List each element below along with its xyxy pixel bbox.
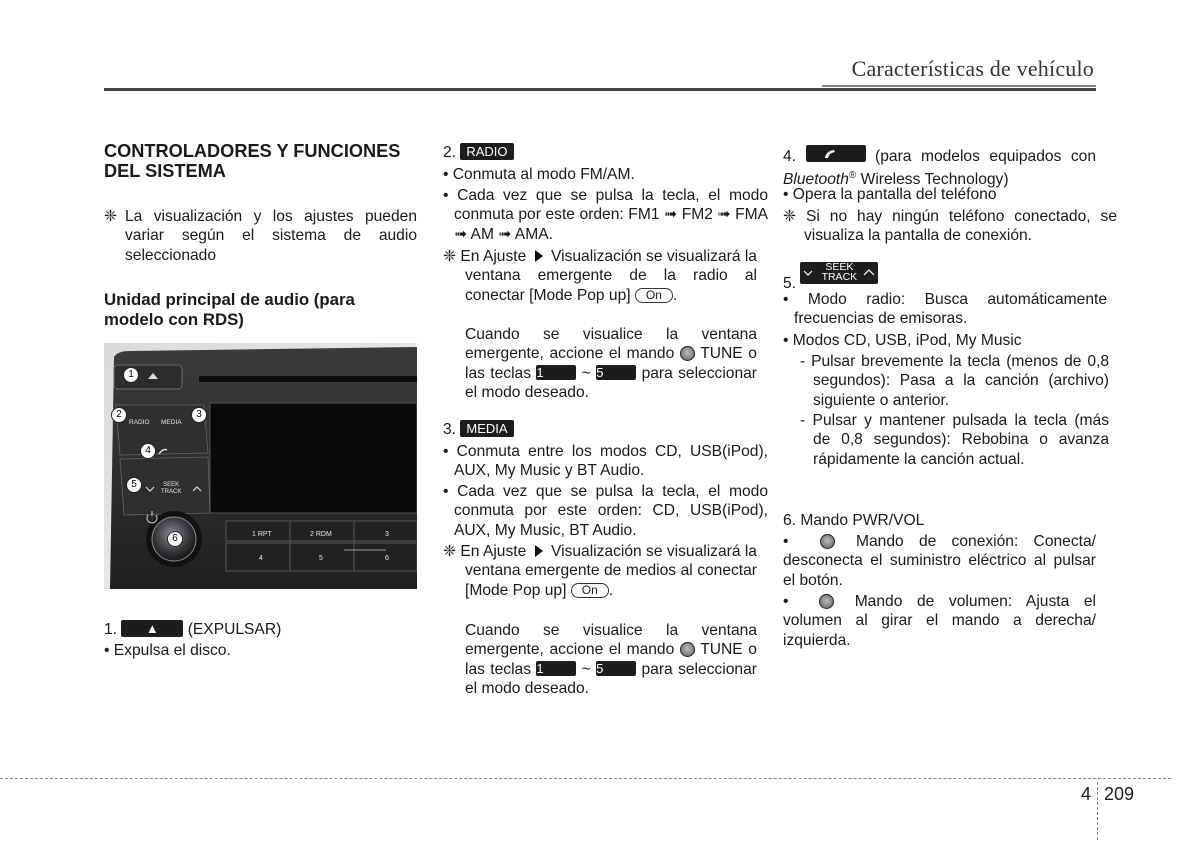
radio-tune-text: Cuando se visualice la ventana emergente, accione el mando [465, 326, 757, 363]
radio-tune-keys: TUNE o las teclas [465, 345, 757, 382]
phone-icon [806, 146, 854, 161]
bullet: • [783, 593, 789, 610]
arrow-right-icon [535, 545, 543, 557]
note-display-settings [104, 207, 417, 265]
item-4-number: 4. [783, 148, 797, 165]
radio-key: RADIO [460, 143, 513, 160]
item-3-media [443, 420, 514, 439]
vol-knob-icon [819, 594, 834, 609]
seek-track-key [800, 262, 878, 284]
media-key: MEDIA [460, 420, 513, 437]
callout-5: 5 [126, 477, 142, 493]
media-bullet-2: • Cada vez que se pulsa la tecla, el modo conmuta por este orden: CD, USB(iPod), AUX, My Music, BT Audio. [443, 483, 768, 539]
section-heading: CONTROLADORES Y FUNCIONES DEL SISTEMA [104, 141, 401, 181]
on-badge: On [571, 583, 609, 598]
item-3-number: 3. [443, 421, 457, 438]
footer-vertical-divider [1097, 782, 1098, 840]
photo-preset-1: 1 RPT [252, 531, 272, 538]
photo-btn-seek-track [161, 482, 181, 496]
phone-key-icon [806, 145, 866, 162]
photo-track-label: TRACK [161, 489, 182, 495]
media-note-tune [443, 621, 757, 699]
item-1-bullet: • Expulsa el disco. [104, 642, 231, 659]
item-4-phone [783, 145, 1096, 190]
seek-dash-short: - Pulsar brevemente la tecla (menos de 0,8 segundos): Pasa a la canción (archivo) siguiente o anterior. [800, 353, 1109, 409]
subheading-audio-unit: Unidad principal de audio (para modelo con RDS) [104, 290, 355, 329]
preset-key-5: 5 [596, 661, 636, 676]
bullet: • [783, 533, 789, 550]
radio-note-body: Visualización se visualizará la ventana emergente de la radio al conectar [Mode Pop up] [465, 248, 757, 304]
item-5-seek [783, 262, 878, 293]
page-number: 209 [1104, 784, 1135, 804]
media-tune-text: Cuando se visualice la ventana emergente, accione el mando [465, 622, 757, 659]
media-tune-para: para [641, 660, 673, 678]
media-note-body: Visualización se visualizará la ventana emergente de medios al conectar [Mode Pop up] [465, 543, 757, 599]
item-6-label: 6. Mando PWR/VOL [783, 512, 925, 529]
track-label: TRACK [821, 271, 858, 283]
radio-tune-end: para seleccionar el modo deseado. [465, 364, 757, 402]
photo-preset-3: 3 [385, 531, 389, 538]
photo-preset-5: 5 [319, 555, 323, 562]
radio-note: ❈ En Ajuste Visualización se visualizará la ventana emergente de la radio al conectar [Mode Pop up] On . [443, 248, 757, 304]
item-2-number: 2. [443, 144, 457, 161]
media-tune-end: seleccionar el modo deseado. [465, 660, 757, 698]
radio-note-tune [443, 325, 757, 403]
arrow-right-icon [535, 250, 543, 262]
item-1-number: 1. [104, 621, 118, 638]
phone-bullet: • Opera la pantalla del teléfono [783, 186, 997, 203]
radio-bullet-1: • Conmuta al modo FM/AM. [443, 166, 635, 183]
tune-knob-icon [680, 346, 695, 361]
vol-knob-text: Mando de volumen: Ajusta el volumen al girar el mando a derecha/ izquierda. [783, 593, 1096, 649]
preset-key-1: 1 [536, 661, 576, 676]
on-badge: On [635, 288, 673, 303]
header-rule [104, 88, 1096, 91]
media-tune-keys: TUNE o las teclas [465, 641, 757, 678]
preset-key-1: 1 [536, 365, 576, 380]
seek-label: SEEK [825, 261, 854, 273]
header-rule-accent [822, 85, 1096, 87]
footer-divider [0, 778, 1171, 779]
pwr-knob-desc [783, 532, 1096, 590]
callout-2: 2 [111, 407, 127, 423]
item-4-text-c: Wireless Technology) [860, 171, 1009, 189]
photo-seek-label: SEEK [163, 482, 180, 488]
seek-bullet-radio: • Modo radio: Busca automáticamente frecuencias de emisoras. [783, 291, 1107, 328]
preset-key-5: 5 [596, 365, 636, 380]
callout-3: 3 [191, 407, 207, 423]
seek-dash-long: - Pulsar y mantener pulsada la tecla (más de 0,8 segundos): Rebobina o avanza rápidamente la canción actual. [800, 412, 1109, 468]
media-note-lead: ❈ En Ajuste [443, 543, 527, 560]
seek-bullet-media: • Modos CD, USB, iPod, My Music [783, 332, 1022, 349]
note-text: La visualización y los ajustes pueden variar según el sistema de audio seleccionado [125, 208, 417, 264]
photo-btn-media: MEDIA [161, 419, 182, 426]
callout-6: 6 [167, 531, 183, 547]
item-5-number: 5. [783, 275, 797, 292]
vol-knob-desc [783, 592, 1096, 650]
item-4-registered: ® [848, 170, 857, 182]
radio-bullet-2: • Cada vez que se pulsa la tecla, el modo conmuta por este orden: FM1 ➟ FM2 ➟ FMA ➟ AM ➟ AMA. [443, 187, 768, 243]
radio-note-lead: ❈ En Ajuste [443, 248, 527, 265]
item-4-text-a: (para modelos equipados con [875, 148, 1097, 165]
callout-1: 1 [123, 367, 139, 383]
phone-note: ❈ Si no hay ningún teléfono conectado, se visualiza la pantalla de conexión. [783, 208, 1117, 245]
media-bullet-1: • Conmuta entre los modos CD, USB(iPod), AUX, My Music y BT Audio. [443, 443, 768, 480]
tilde: ~ [581, 364, 591, 382]
photo-btn-radio: RADIO [129, 419, 150, 426]
eject-key-icon: ▲ [121, 620, 183, 637]
media-note: ❈ En Ajuste Visualización se visualizará la ventana emergente de medios al conectar [Mode Pop up] On . [443, 543, 757, 599]
photo-preset-2: 2 RDM [310, 531, 332, 538]
photo-preset-6: 6 [385, 555, 389, 562]
pwr-knob-text: Mando de conexión: Conecta/ desconecta el suministro eléctrico al pulsar el botón. [783, 533, 1096, 589]
item-1-label: (EXPULSAR) [187, 621, 282, 638]
item-1-eject [104, 620, 281, 639]
item-4-bluetooth: Bluetooth [783, 171, 849, 189]
audio-unit-photo [104, 343, 417, 589]
tune-knob-icon [680, 642, 695, 657]
section-number: 4 [1081, 784, 1092, 804]
callout-4: 4 [140, 443, 156, 459]
photo-preset-4: 4 [259, 555, 263, 562]
note-symbol: ❈ [104, 208, 118, 225]
tilde: ~ [581, 660, 591, 678]
item-2-radio [443, 143, 514, 162]
pwr-knob-icon [820, 534, 835, 549]
page-header-title: Características de vehículo [851, 56, 1094, 81]
